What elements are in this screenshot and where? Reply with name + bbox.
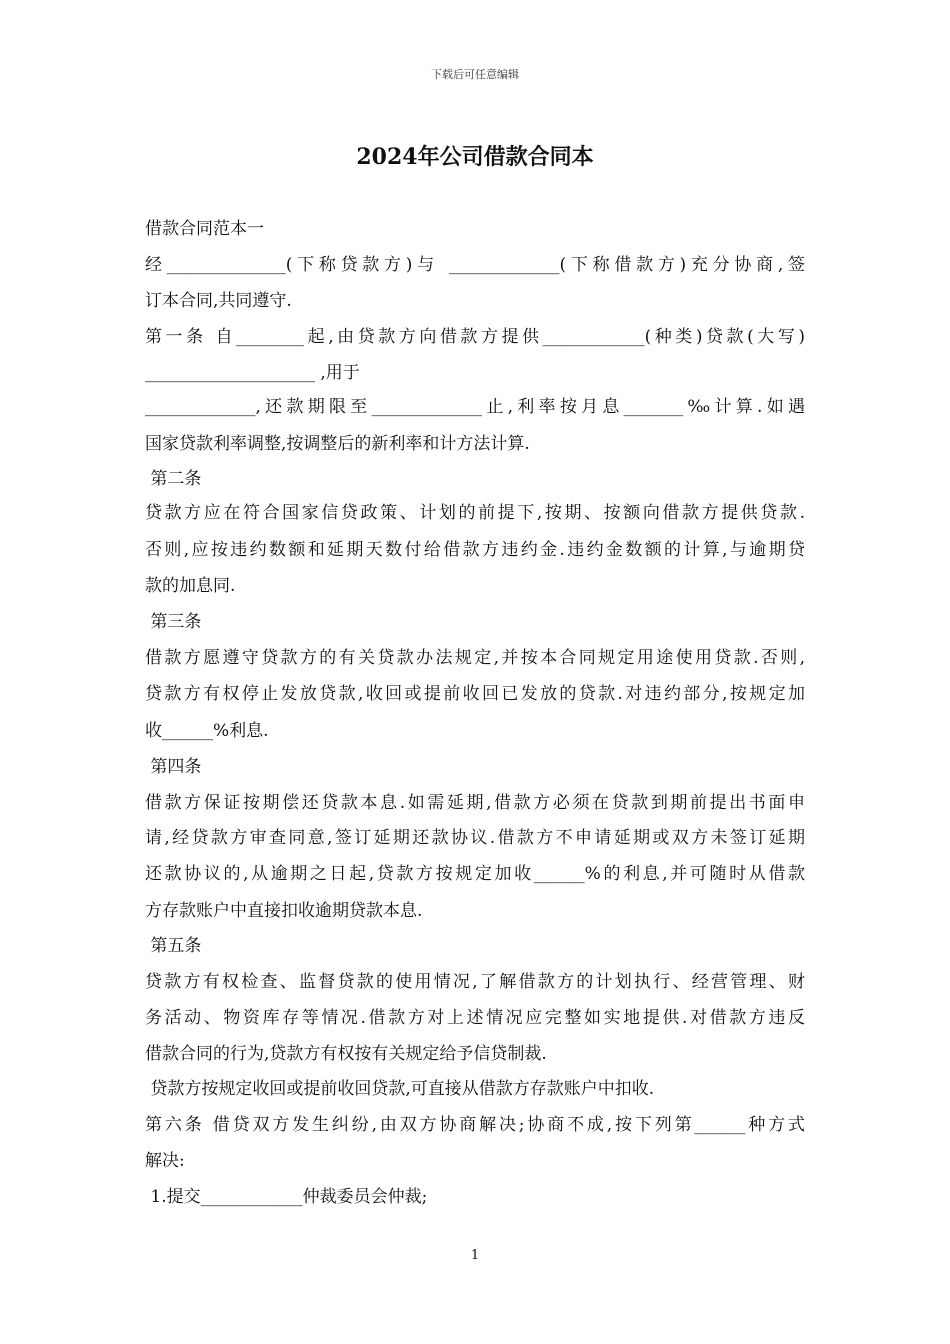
- page-header: 下载后可任意编辑: [431, 68, 519, 81]
- paragraph-line: _____________,还款期限至_____________止,利率按月息_______‰计算.如遇: [145, 397, 805, 417]
- paragraph-line: 借款方愿遵守贷款方的有关贷款办法规定,并按本合同规定用途使用贷款.否则,: [145, 648, 805, 668]
- paragraph-line: 请,经贷款方审查同意,签订延期还款协议.借款方不申请延期或双方未签订延期: [145, 828, 805, 848]
- paragraph-line: 贷款方有权停止发放贷款,收回或提前收回已发放的贷款.对违约部分,按规定加: [145, 684, 805, 704]
- paragraph-line: 还款协议的,从逾期之日起,贷款方按规定加收______%的利息,并可随时从借款: [145, 864, 805, 884]
- paragraph-line: 第二条: [145, 469, 202, 489]
- paragraph-line: 第三条: [145, 612, 202, 632]
- paragraph-line: 收______%利息.: [145, 721, 269, 741]
- paragraph-line: 借款合同范本一: [145, 219, 264, 239]
- paragraph-line: 经______________(下称贷款方)与 _____________(下称借款方)充分协商,签: [145, 255, 805, 275]
- paragraph-line: 务活动、物资库存等情况.借款方对上述情况应完整如实地提供.对借款方违反: [145, 1008, 805, 1028]
- paragraph-line: 借款合同的行为,贷款方有权按有关规定给予信贷制裁.: [145, 1044, 547, 1064]
- paragraph-line: 贷款方应在符合国家信贷政策、计划的前提下,按期、按额向借款方提供贷款.: [145, 503, 805, 523]
- paragraph-line: 第四条: [145, 757, 202, 777]
- paragraph-line: 第一条 自________起,由贷款方向借款方提供____________(种类)贷款(大写): [145, 327, 805, 347]
- paragraph-line: 款的加息同.: [145, 576, 236, 596]
- paragraph-line: 第六条 借贷双方发生纠纷,由双方协商解决;协商不成,按下列第______种方式: [145, 1115, 805, 1135]
- paragraph-line: 否则,应按违约数额和延期天数付给借款方违约金.违约金数额的计算,与逾期贷: [145, 540, 805, 560]
- paragraph-line: 订本合同,共同遵守.: [145, 291, 292, 311]
- paragraph-line: 贷款方有权检查、监督贷款的使用情况,了解借款方的计划执行、经营管理、财: [145, 972, 805, 992]
- document-title: 2024年公司借款合同本: [356, 144, 594, 170]
- paragraph-line: ____________________ ,用于: [145, 363, 360, 383]
- paragraph-line: 贷款方按规定收回或提前收回贷款,可直接从借款方存款账户中扣收.: [145, 1079, 655, 1099]
- paragraph-line: 1.提交____________仲裁委员会仲裁;: [145, 1187, 428, 1207]
- paragraph-line: 借款方保证按期偿还贷款本息.如需延期,借款方必须在贷款到期前提出书面申: [145, 793, 805, 813]
- paragraph-line: 方存款账户中直接扣收逾期贷款本息.: [145, 901, 423, 921]
- paragraph-line: 第五条: [145, 936, 202, 956]
- page-number: 1: [470, 1248, 480, 1263]
- paragraph-line: 国家贷款利率调整,按调整后的新利率和计方法计算.: [145, 434, 530, 454]
- paragraph-line: 解决:: [145, 1151, 185, 1171]
